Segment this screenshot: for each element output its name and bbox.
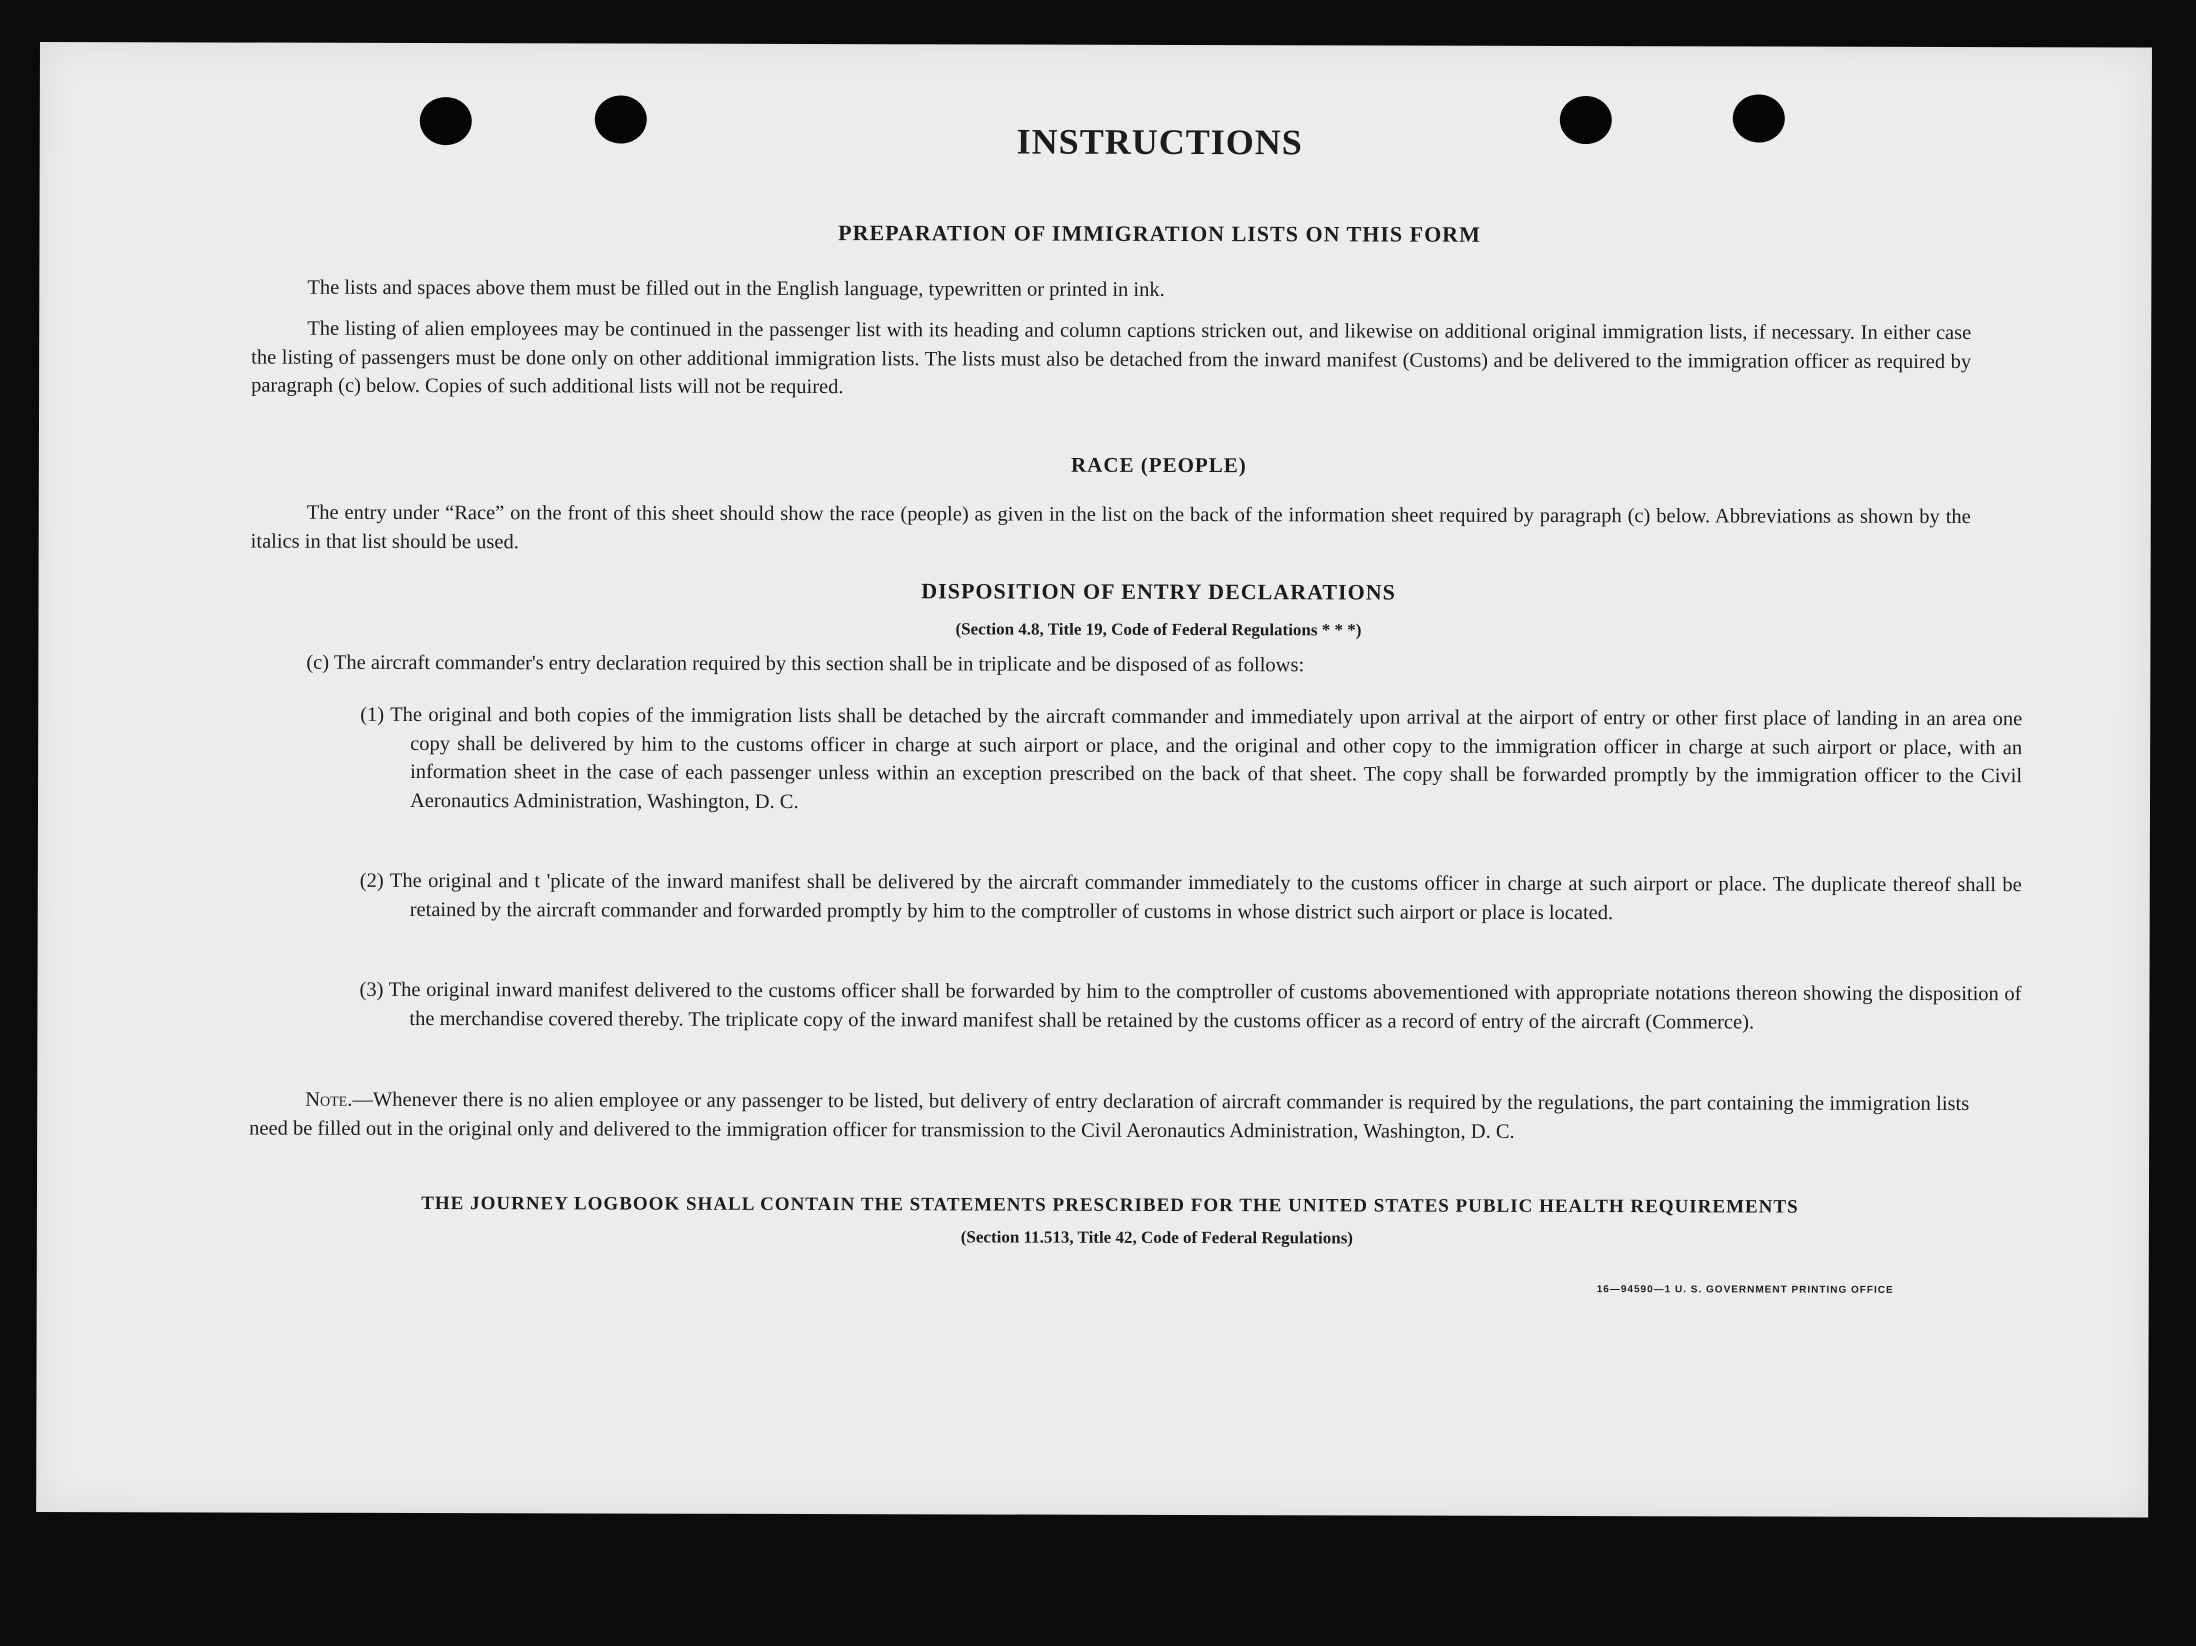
citation-disposition: (Section 4.8, Title 19, Code of Federal Regulations * * *) [955, 619, 1362, 640]
heading-disposition: DISPOSITION OF ENTRY DECLARATIONS [921, 578, 1396, 605]
heading-race: RACE (PEOPLE) [1070, 452, 1247, 478]
paragraph-race-text: The entry under “Race” on the front of this sheet should show the race (people) as given in the list on the back of the information sheet required by paragraph (c) below. Abbreviations as shown by the italics in that list should be used. [250, 501, 1971, 553]
page-title: INSTRUCTIONS [1016, 121, 1303, 163]
citation-health: (Section 11.513, Title 42, Code of Federal Regulations) [960, 1227, 1354, 1248]
health-statement: THE JOURNEY LOGBOOK SHALL CONTAIN THE STATEMENTS PRESCRIBED FOR THE UNITED STATES PUBLIC HEALTH REQUIREMENTS [421, 1193, 1799, 1218]
note-paragraph [249, 1086, 1969, 1148]
list-item-2: (2) The original and t 'plicate of the inward manifest shall be delivered by the aircraft commander immediately to the customs officer in charge at such airport or place. The duplicate thereof shall be retained by the aircraft commander and forwarded promptly by him to the comptroller of customs in whose district such airport or place is located. [359, 869, 2022, 924]
note-label: Note. [305, 1088, 353, 1111]
paragraph-language [251, 274, 1971, 307]
document-page [36, 42, 2152, 1518]
heading-immigration-lists: PREPARATION OF IMMIGRATION LISTS ON THIS FORM [838, 220, 1481, 247]
paragraph-alien-employees-text: The listing of alien employees may be continued in the passenger list with its heading and column captions stricken out, and likewise on additional original immigration lists, if necessary. In either case the listing of passengers must be done only on other additional immigration lists. The lists must also be detached from the inward manifest (Customs) and be delivered to the immigration officer as required by paragraph (c) below. Copies of such additional lists will not be required. [251, 317, 1972, 399]
paragraph-race [251, 499, 1971, 561]
note-text: —Whenever there is no alien employee or any passenger to be listed, but delivery of entry declaration of aircraft commander is required by the regulations, the part containing the immigration lists need be filled out in the original only and delivered to the immigration officer for transmission to the Civil Aeronautics Administration, Washington, D. C. [249, 1088, 1970, 1143]
paragraph-alien-employees [251, 315, 1971, 405]
list-item-1: (1) The original and both copies of the immigration lists shall be detached by the aircraft commander and immediately upon arrival at the airport of entry or other first place of landing in an area one copy shall be delivered by him to the customs officer in charge at such airport or place, and the original and other copy to the immigration officer in charge at such airport or place, with an information sheet in the case of each passenger unless within an exception prescribed on the back of that sheet. The copy shall be forwarded promptly by the immigration officer to the Civil Aeronautics Administration, Washington, D. C. [360, 703, 2023, 813]
printing-office-code: 16—94590—1 U. S. GOVERNMENT PRINTING OFFICE [1596, 1284, 1894, 1296]
paragraph-language-text: The lists and spaces above them must be filled out in the English language, typewritten or printed in ink. [307, 276, 1165, 301]
paragraph-c: (c) The aircraft commander's entry declaration required by this section shall be in triplicate and be disposed of as follows: [306, 651, 1305, 677]
list-item-3: (3) The original inward manifest delivered to the customs officer shall be forwarded by him to the comptroller of customs abovementioned with appropriate notations thereon showing the disposition of the merchandise covered thereby. The triplicate copy of the inward manifest shall be retained by the customs officer as a record of entry of the aircraft (Commerce). [359, 978, 2022, 1033]
